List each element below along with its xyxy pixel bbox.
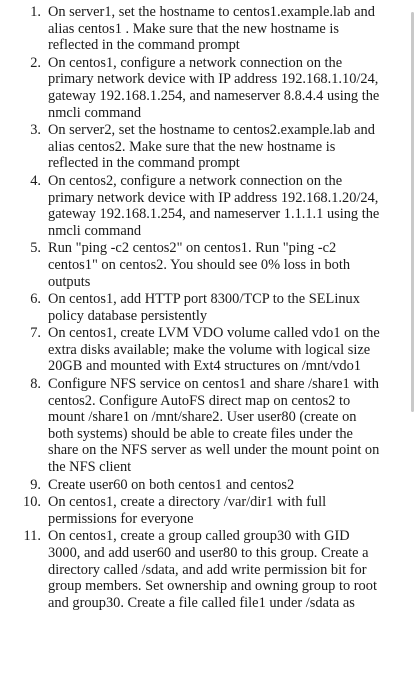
task-number: 10. [23, 494, 41, 511]
task-item-10 [0, 494, 415, 527]
task-number: 6. [30, 291, 41, 308]
task-text: On centos2, configure a network connection on the primary network device with IP address 192.168.1.20/24, gateway 192.168.1.254, and nameserver 1.1.1.1 using the nmcli command [48, 172, 380, 239]
task-item-5 [0, 240, 415, 290]
task-number: 1. [30, 4, 41, 20]
task-text: Run "ping -c2 centos2" on centos1. Run "ping -c2 centos1" on centos2. You should see 0% loss in both outputs [48, 240, 351, 290]
task-item-11 [0, 528, 415, 611]
task-number: 11. [23, 528, 41, 545]
task-text: On server1, set the hostname to centos1.example.lab and alias centos1 . Make sure that the new hostname is reflected in the command prompt [48, 4, 375, 54]
task-text: Configure NFS service on centos1 and share /share1 with centos2. Configure AutoFS direct map on centos2 to mount /share1 on /mnt/share2. User user80 (create on both systems) should be able to create files under the share on the NFS server as well under the mount point on the NFS client [48, 376, 380, 476]
task-number: 5. [30, 240, 41, 257]
task-text: On centos1, add HTTP port 8300/TCP to the SELinux policy database persistently [48, 291, 360, 324]
task-item-9 [0, 477, 415, 494]
task-number: 9. [30, 476, 41, 493]
vertical-scrollbar[interactable] [411, 12, 414, 412]
task-text: On centos1, create a directory /var/dir1 with full permissions for everyone [48, 494, 327, 527]
task-number: 7. [30, 325, 41, 342]
task-text: On centos1, create a group called group30 with GID 3000, and add user60 and user80 to this group. Create a directory called /sdata, and add write permission bit for group members. Set ownership and owning group to root and group30. Create a file called file1 under /sdata as [48, 528, 377, 611]
task-item-8 [0, 376, 415, 476]
task-number: 3. [30, 122, 41, 139]
task-number: 8. [30, 376, 41, 393]
task-item-1 [0, 4, 415, 54]
task-item-4 [0, 173, 415, 239]
task-text: On centos1, configure a network connection on the primary network device with IP address 192.168.1.10/24, gateway 192.168.1.254, and nameserver 8.8.4.4 using the nmcli command [48, 54, 380, 121]
task-item-6 [0, 291, 415, 324]
task-item-7 [0, 325, 415, 375]
task-item-3 [0, 122, 415, 172]
task-item-2 [0, 55, 415, 121]
task-text: On centos1, create LVM VDO volume called vdo1 on the extra disks available; make the volume with logical size 20GB and mounted with Ext4 structures on /mnt/vdo1 [48, 325, 380, 375]
task-text: On server2, set the hostname to centos2.example.lab and alias centos2. Make sure that the new hostname is reflected in the command prompt [48, 122, 375, 172]
task-number: 2. [30, 54, 41, 71]
task-number: 4. [30, 172, 41, 189]
task-text: Create user60 on both centos1 and centos2 [48, 476, 295, 493]
